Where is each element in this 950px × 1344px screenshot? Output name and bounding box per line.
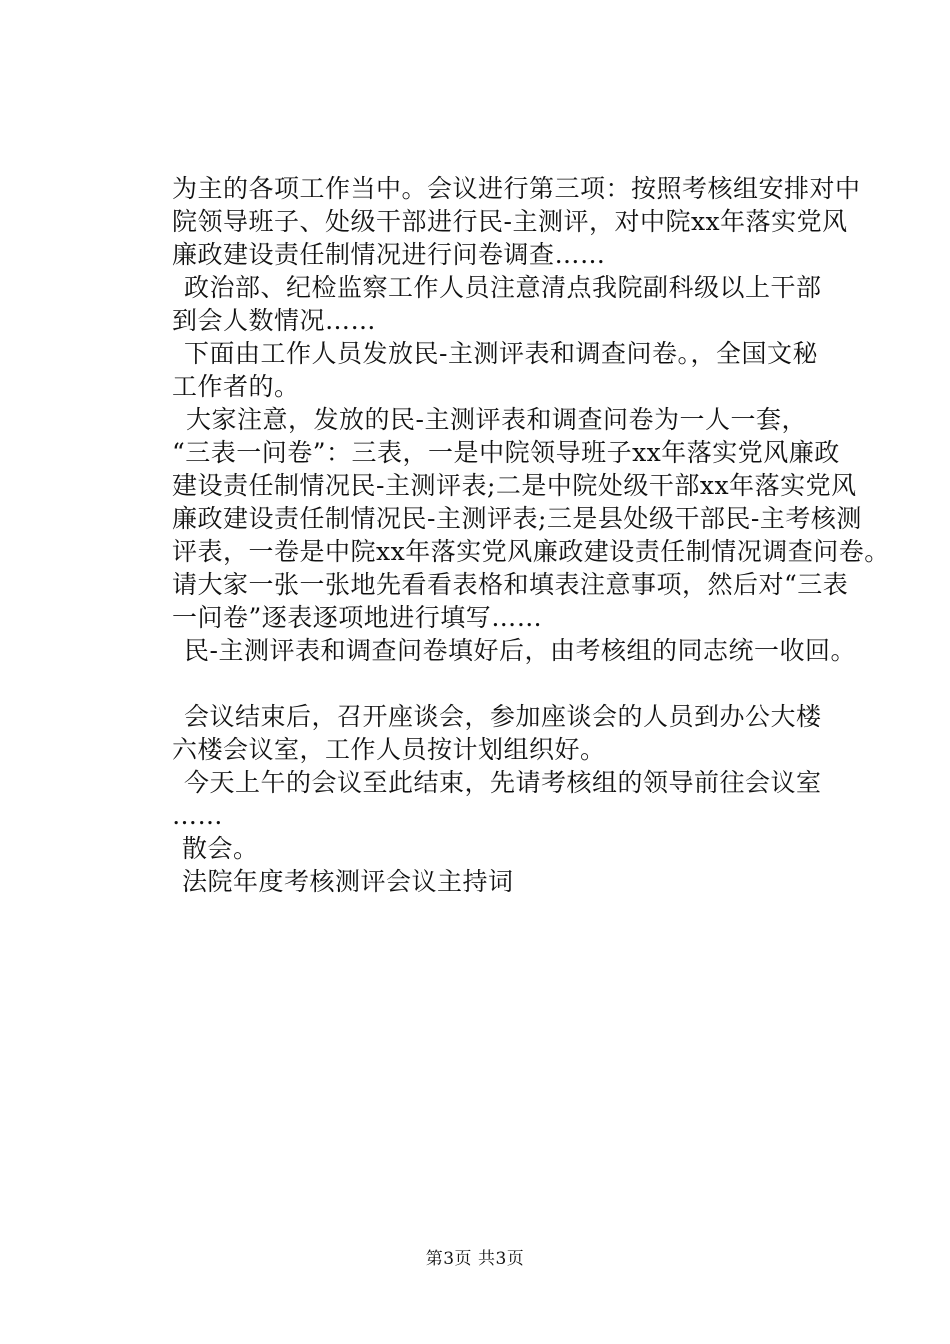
text-line: 会议结束后，召开座谈会，参加座谈会的人员到办公大楼 bbox=[184, 702, 822, 731]
text-line: 请大家一张一张地先看看表格和填表注意事项，然后对“三表 bbox=[172, 570, 849, 599]
text-line: 下面由工作人员发放民-主测评表和调查问卷。，全国文秘 bbox=[184, 339, 818, 368]
text-line: 评表，一卷是中院xx年落实党风廉政建设责任制情况调查问卷。 bbox=[172, 537, 890, 566]
text-line: 到会人数情况…… bbox=[172, 306, 377, 335]
document-body bbox=[172, 172, 890, 898]
text-line: 六楼会议室，工作人员按计划组织好。 bbox=[172, 735, 606, 764]
text-line: 一问卷”逐表逐项地进行填写…… bbox=[172, 603, 543, 632]
text-line: 今天上午的会议至此结束，先请考核组的领导前往会议室 bbox=[184, 768, 822, 797]
text-line: 民-主测评表和调查问卷填好后，由考核组的同志统一收回。 bbox=[184, 636, 856, 665]
page-number: 第3页 共3页 bbox=[425, 1249, 525, 1269]
text-line: “三表一问卷”：三表，一是中院领导班子xx年落实党风廉政 bbox=[172, 438, 840, 467]
text-line: 廉政建设责任制情况民-主测评表;三是县处级干部民-主考核测 bbox=[172, 504, 862, 533]
page-footer bbox=[0, 1244, 950, 1269]
text-line: 院领导班子、处级干部进行民-主测评，对中院xx年落实党风 bbox=[172, 207, 848, 236]
text-line: 建设责任制情况民-主测评表;二是中院处级干部xx年落实党风 bbox=[172, 471, 857, 500]
document-title-line: 法院年度考核测评会议主持词 bbox=[182, 867, 514, 896]
paragraph-gap bbox=[172, 667, 852, 700]
text-line: 工作者的。 bbox=[172, 372, 300, 401]
text-line: 为主的各项工作当中。会议进行第三项：按照考核组安排对中 bbox=[172, 174, 861, 203]
text-line: 大家注意，发放的民-主测评表和调查问卷为一人一套， bbox=[186, 405, 807, 434]
text-line: 政治部、纪检监察工作人员注意清点我院副科级以上干部 bbox=[184, 273, 822, 302]
text-line: 散会。 bbox=[182, 834, 259, 863]
text-line: 廉政建设责任制情况进行问卷调查…… bbox=[172, 240, 606, 269]
text-line: …… bbox=[172, 801, 223, 830]
